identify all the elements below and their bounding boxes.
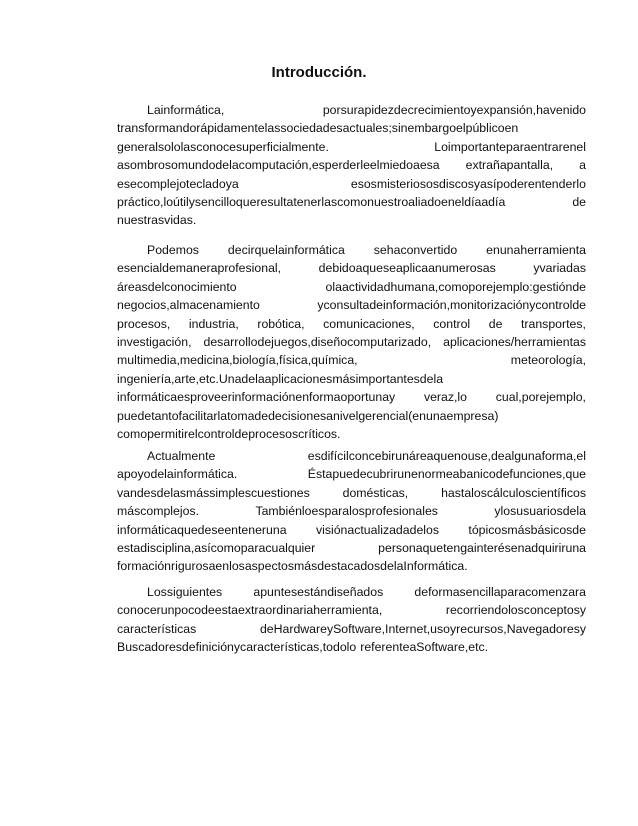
text-line xyxy=(117,278,586,296)
text-line xyxy=(117,156,586,174)
word: características xyxy=(117,621,197,636)
word: yconsultadeinformación,monitorizaciónycontrolde xyxy=(317,298,586,313)
word: extrañapantalla, xyxy=(465,158,554,173)
word: sehaconvertido xyxy=(373,243,458,257)
paragraph xyxy=(117,447,586,576)
word: hastaloscálculoscientíficos xyxy=(441,485,586,500)
text-line xyxy=(117,447,586,465)
word: decirquelainformática xyxy=(227,243,345,257)
text-line xyxy=(117,296,586,314)
word: formaciónrigurosaenlosaspectosmásdestacadosdelaInformática. xyxy=(117,559,468,574)
word: investigación, xyxy=(117,334,192,349)
word: multimedia,medicina,biología,física,química, xyxy=(117,353,358,368)
word: esencialdemaneraprofesional, xyxy=(117,261,282,276)
text-line xyxy=(117,620,586,638)
text-line xyxy=(117,521,586,539)
word: asombrosomundodelacomputación,esperderleelmiedoaesa xyxy=(117,158,440,173)
word: ylosusuariosdela xyxy=(494,504,586,519)
text-line xyxy=(117,502,586,520)
word: industria, xyxy=(188,316,239,331)
word: puedetantofacilitarlatomadedecisionesanivelgerencial(enunaempresa) xyxy=(117,408,499,423)
word: domésticas, xyxy=(342,485,409,500)
word: estadisciplina,asícomoparacualquier xyxy=(117,540,316,555)
word: tópicosmásbásicosde xyxy=(468,522,586,537)
word: de xyxy=(488,316,503,331)
word: generalsololasconocesuperficialmente. xyxy=(117,139,329,154)
word: Tambiénloesparalosprofesionales xyxy=(255,504,438,519)
word: Éstapuedecubrirunenormeabanicodefunciones,que xyxy=(307,467,586,482)
word: personaquetengainterésenadquiriruna xyxy=(378,540,586,555)
text-line xyxy=(117,175,586,193)
word: esecomplejotecladoya xyxy=(117,176,239,191)
text-line xyxy=(117,351,586,369)
text-line xyxy=(117,388,586,406)
word: Lainformática, xyxy=(147,103,225,117)
text-line xyxy=(117,315,586,333)
word: desarrollodejuegos,diseñocomputarizado, xyxy=(203,334,432,349)
word: de xyxy=(572,194,586,209)
word: esosmisteriososdiscosyasípoderentenderlo xyxy=(350,176,586,191)
text-line xyxy=(117,539,586,557)
word: olaactividadhumana,comoporejemplo:gestiónde xyxy=(325,279,586,294)
word: Loimportanteparaentrarenel xyxy=(434,139,586,154)
text-line xyxy=(117,101,586,119)
word: nuestrasvidas. xyxy=(117,213,197,228)
text-line xyxy=(117,370,586,388)
word: deformasencillaparacomenzara xyxy=(414,585,586,599)
text-line xyxy=(117,211,586,229)
word: yvariadas xyxy=(533,261,586,276)
word: Lossiguientes xyxy=(147,585,223,599)
word: debidoaqueseaplicaanumerosas xyxy=(318,261,496,276)
word: aplicaciones/herramientas xyxy=(443,334,586,349)
word: cual,porejemplo, xyxy=(495,390,586,405)
word: porsurapidezdecrecimientoyexpansión,havenido xyxy=(322,103,586,117)
word: ingeniería,arte,etc.Unadelaaplicacionesmásimportantesdela xyxy=(117,371,444,386)
text-line xyxy=(117,638,586,656)
text-line xyxy=(117,241,586,259)
text-line xyxy=(117,138,586,156)
word: comunicaciones, xyxy=(323,316,415,331)
word: transformandorápidamentelassociedadesactuales;sinembargoelpúblicoen xyxy=(117,121,519,136)
word: procesos, xyxy=(117,316,171,331)
word: práctico,loútilysencilloqueresultatenerlascomonuestroaliadoeneldíaadía xyxy=(117,194,506,209)
paragraph xyxy=(117,101,586,230)
word: vandesdelasmássimplescuestiones xyxy=(117,485,310,500)
word: recorriendolosconceptosy xyxy=(445,603,586,618)
word: enunaherramienta xyxy=(486,243,586,257)
word: informáticaquedeseenteneruna xyxy=(117,522,287,537)
word: conocerunpocodeestaextraordinariaherramienta, xyxy=(117,603,383,618)
text-line xyxy=(117,601,586,619)
word: meteorología, xyxy=(510,353,586,368)
word: robótica, xyxy=(257,316,305,331)
text-line xyxy=(117,465,586,483)
word: áreasdelconocimiento xyxy=(117,279,237,294)
word: transportes, xyxy=(520,316,586,331)
text-line xyxy=(117,333,586,351)
word: informáticaesproveerinformaciónenformaoportunay xyxy=(117,390,396,405)
word: comopermitirelcontroldeprocesoscríticos. xyxy=(117,426,341,441)
word: deHardwareySoftware,Internet,usoyrecursos,Navegadoresy xyxy=(259,621,586,636)
word: veraz,lo xyxy=(423,390,467,405)
text-line xyxy=(117,484,586,502)
text-line xyxy=(117,425,586,443)
text-line xyxy=(117,193,586,211)
paragraph xyxy=(117,241,586,443)
document-title: Introducción. xyxy=(271,64,367,81)
text-line xyxy=(117,119,586,137)
word: máscomplejos. xyxy=(117,504,200,519)
word: control xyxy=(433,316,471,331)
word: esdifícilconcebirunáreaquenouse,dealgunaforma,el xyxy=(307,449,586,463)
text-line xyxy=(117,407,586,425)
text-line xyxy=(117,259,586,277)
text-line xyxy=(117,557,586,575)
word: negocios,almacenamiento xyxy=(117,298,260,313)
paragraph xyxy=(117,583,586,657)
word: referenteaSoftware,etc. xyxy=(360,640,489,655)
word: Actualmente xyxy=(147,449,216,463)
text-line xyxy=(117,583,586,601)
word: apoyodelainformática. xyxy=(117,467,238,482)
word: Buscadoresdefiniciónycaracterísticas,todolo xyxy=(117,640,357,655)
word: a xyxy=(579,158,586,173)
word: apuntesestándiseñados xyxy=(253,585,384,599)
word: Podemos xyxy=(147,243,199,257)
word: visiónactualizadadelos xyxy=(315,522,440,537)
